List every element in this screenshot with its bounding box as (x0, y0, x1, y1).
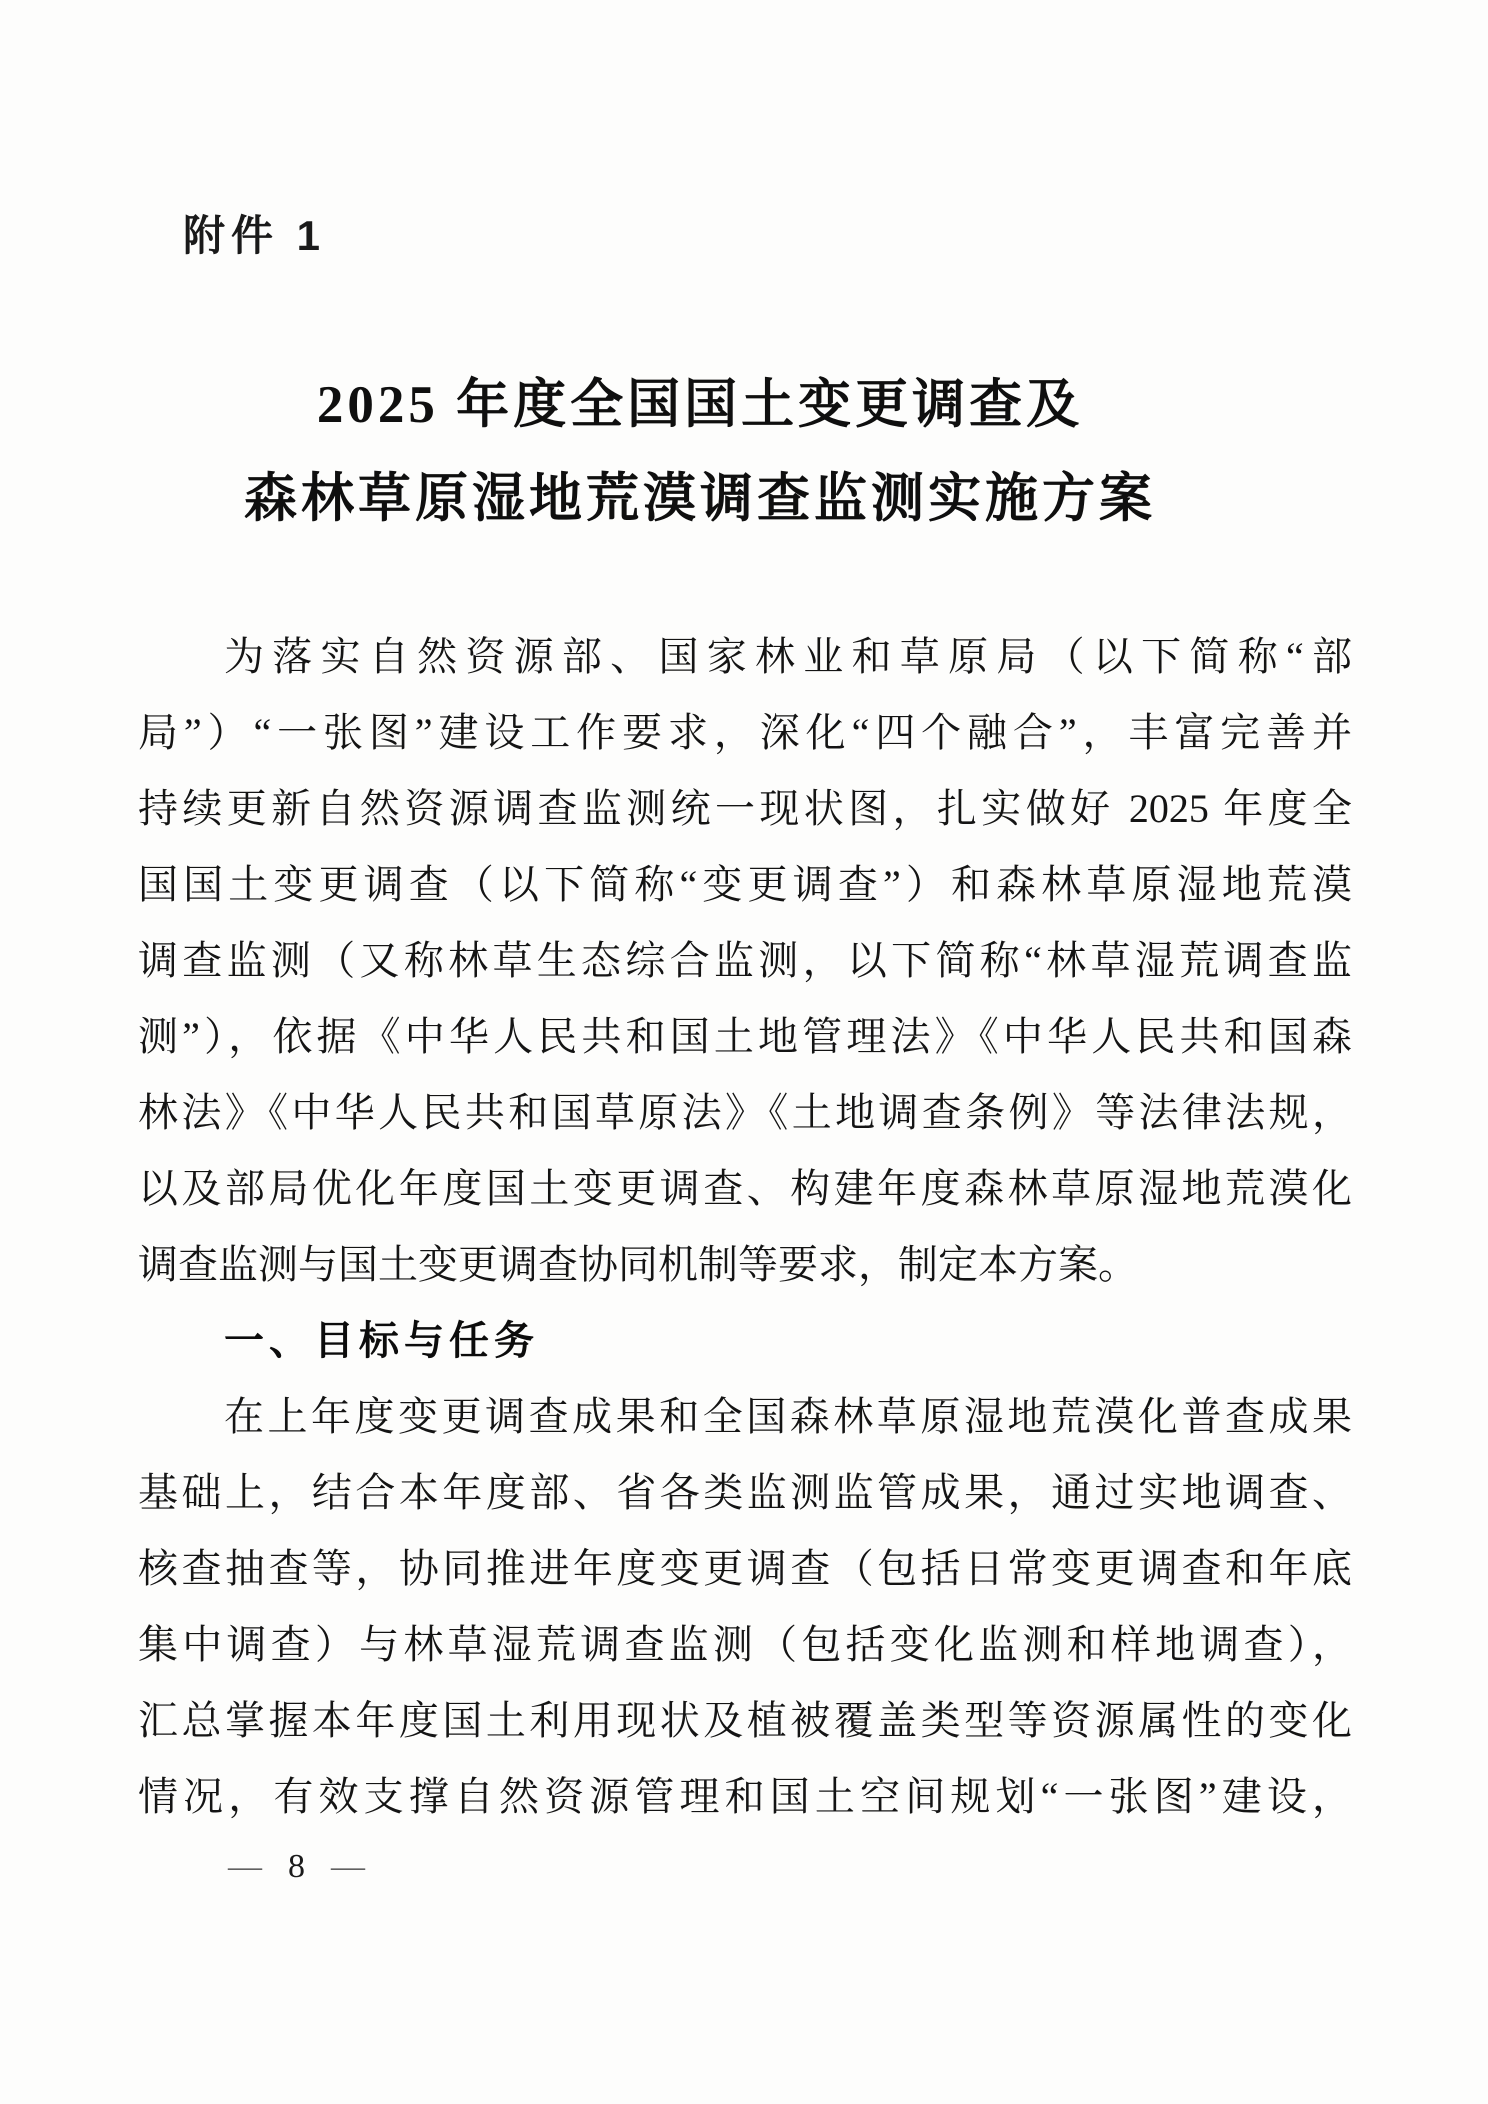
body-line: 局”）“一张图”建设工作要求，深化“四个融合”，丰富完善并 (138, 710, 1352, 755)
page-footer (228, 1848, 365, 1886)
body-line: 以及部局优化年度国土变更调查、构建年度森林草原湿地荒漠化 (138, 1166, 1352, 1211)
attachment-label: 附件 1 (183, 212, 327, 259)
body-line: 情况，有效支撑自然资源管理和国土空间规划“一张图”建设， (138, 1774, 1352, 1819)
body-line: 集中调查）与林草湿荒调查监测（包括变化监测和样地调查）， (138, 1622, 1352, 1667)
document-title (90, 358, 1310, 546)
body-line: 林法》《中华人民共和国草原法》《土地调查条例》等法律法规， (138, 1090, 1352, 1135)
body-line: 调查监测（又称林草生态综合监测，以下简称“林草湿荒调查监 (138, 938, 1352, 983)
body-line: 持续更新自然资源调查监测统一现状图，扎实做好 2025 年度全 (138, 786, 1352, 831)
section-heading-goals-and-tasks: 一、目标与任务 (224, 1319, 539, 1363)
footer-left-dash: — (228, 1848, 262, 1885)
body-line: 汇总掌握本年度国土利用现状及植被覆盖类型等资源属性的变化 (138, 1698, 1352, 1743)
body-line: 核查抽查等，协同推进年度变更调查（包括日常变更调查和年底 (138, 1546, 1352, 1591)
document-title-line-1: 2025 年度全国国土变更调查及 (316, 376, 1084, 434)
body-line: 为落实自然资源部、国家林业和草原局（以下简称“部 (224, 634, 1352, 679)
document-body (138, 619, 1352, 1835)
body-line: 基础上，结合本年度部、省各类监测监管成果，通过实地调查、 (138, 1470, 1352, 1515)
page-number: 8 (288, 1848, 305, 1885)
body-line: 调查监测与国土变更调查协同机制等要求，制定本方案。 (138, 1242, 1138, 1287)
body-line: 测”），依据《中华人民共和国土地管理法》《中华人民共和国森 (138, 1014, 1352, 1059)
document-title-line-2: 森林草原湿地荒漠调查监测实施方案 (244, 470, 1156, 528)
body-line: 在上年度变更调查成果和全国森林草原湿地荒漠化普查成果 (224, 1394, 1352, 1439)
footer-right-dash: — (331, 1848, 365, 1885)
body-line: 国国土变更调查（以下简称“变更调查”）和森林草原湿地荒漠 (138, 862, 1352, 907)
